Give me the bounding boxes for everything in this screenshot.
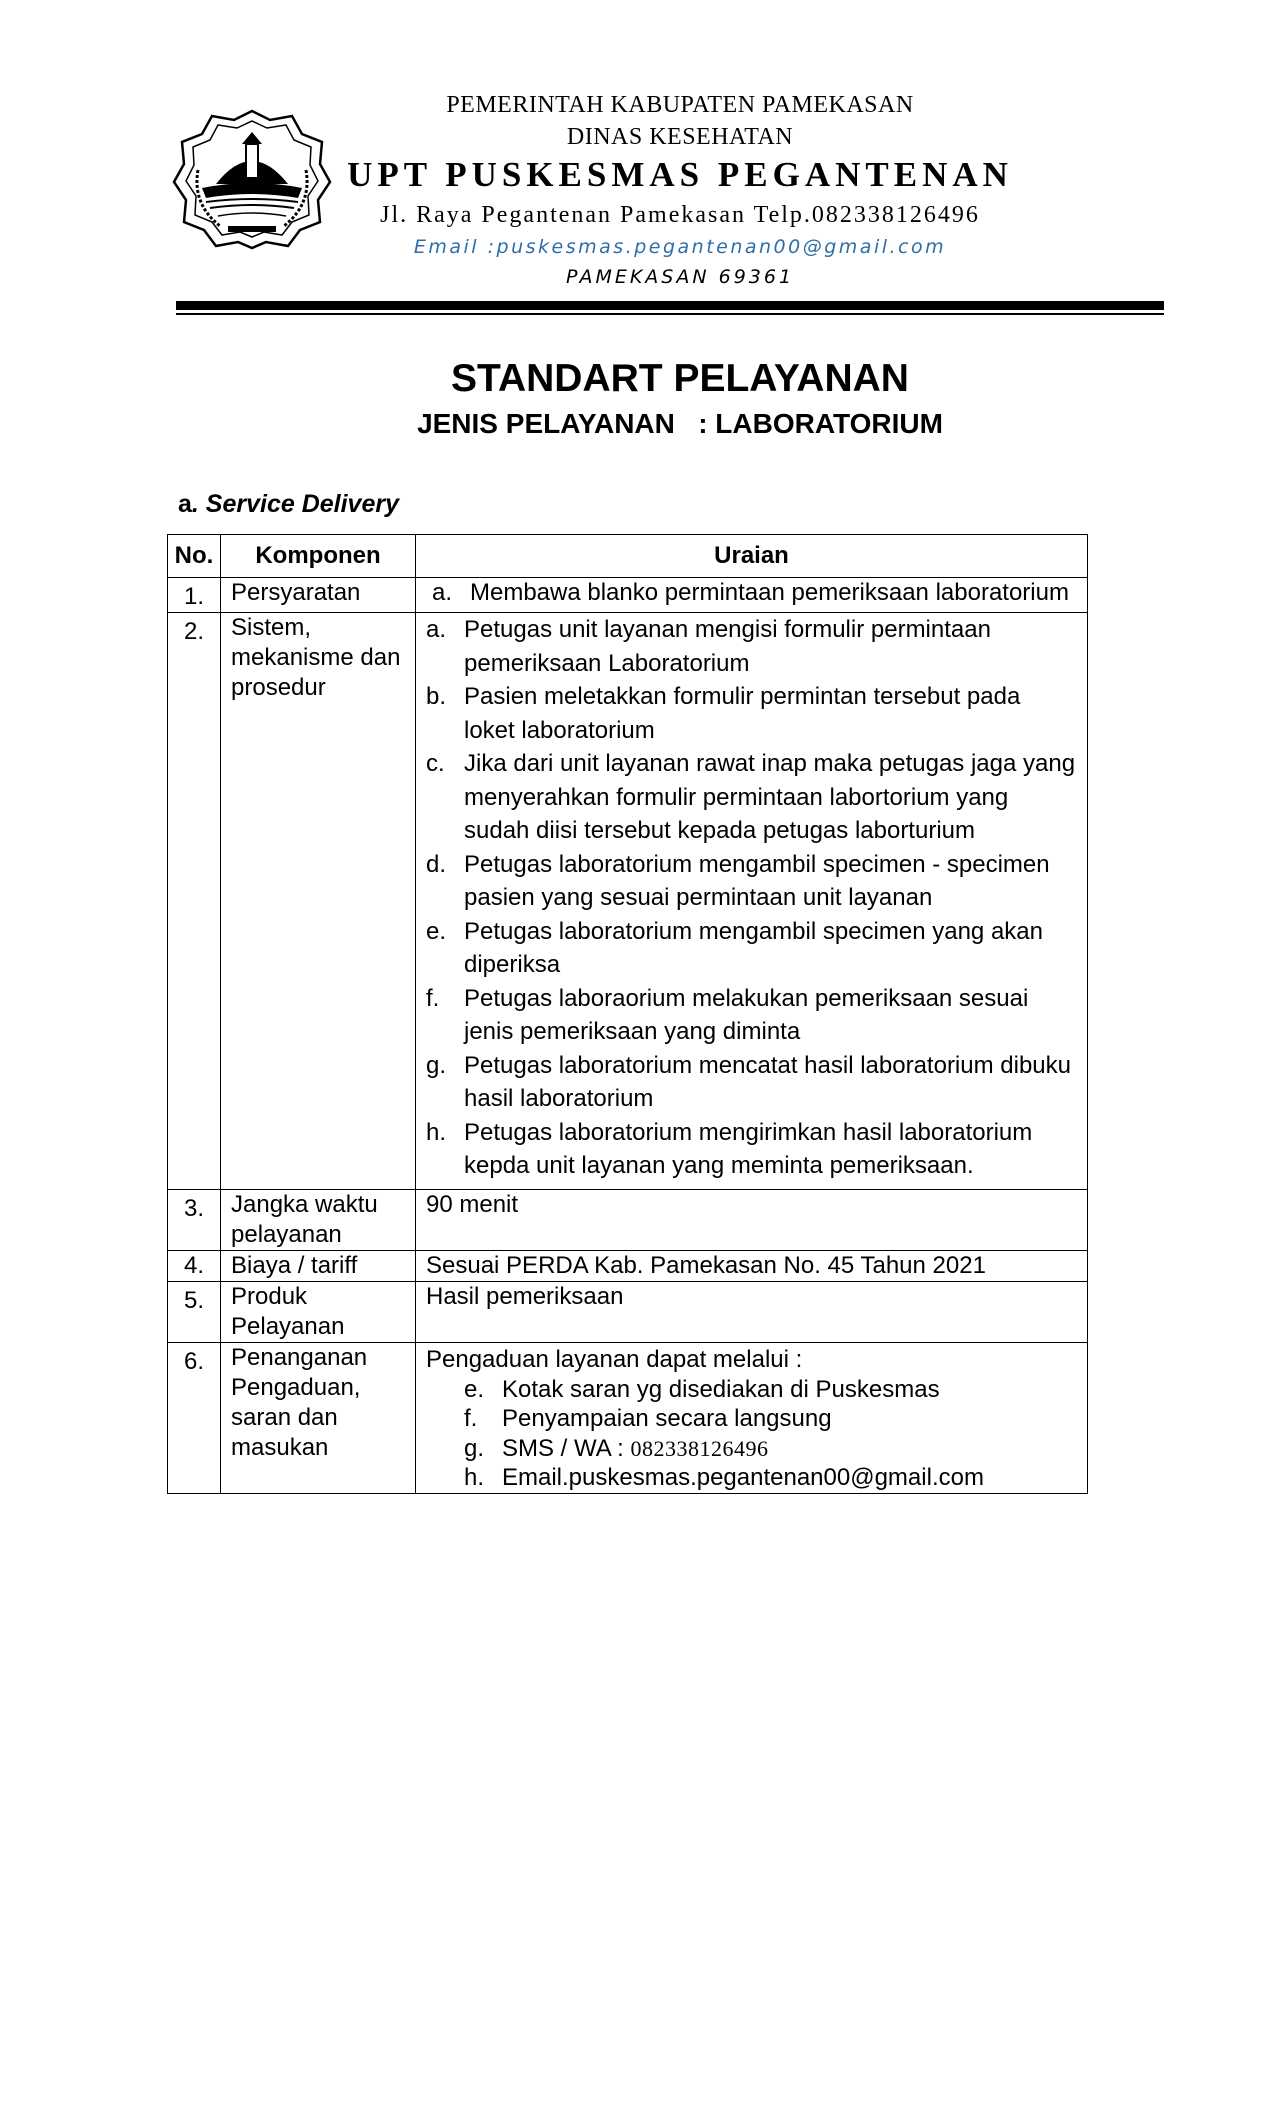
uraian-list [426, 613, 1077, 1183]
section-label [178, 489, 399, 519]
complaint-intro: Pengaduan layanan dapat melalui : [426, 1345, 803, 1373]
row-uraian: Hasil pemeriksaan [416, 1281, 1088, 1342]
letterhead-divider-thick [176, 301, 1164, 310]
list-text: Petugas laboratorium mencatat hasil laboratorium dibuku hasil laboratorium [464, 1051, 1071, 1112]
list-marker: e. [464, 1375, 485, 1403]
list-item [426, 1375, 1077, 1405]
table-row [168, 1189, 1088, 1250]
institution-title: UPT PUSKESMAS PEGANTENAN [347, 155, 1013, 194]
row-komponen: Jangka waktu pelayanan [221, 1189, 416, 1250]
list-text: Jika dari unit layanan rawat inap maka petugas jaga yang menyerahkan formulir permintaan labortorium yang sudah diisi tersebut kepada petugas laborturium [464, 750, 1076, 844]
list-marker: h. [426, 1118, 447, 1146]
document-subtitle: JENIS PELAYANAN : LABORATORIUM [417, 408, 943, 439]
list-text: Petugas unit layanan mengisi formulir permintaan pemeriksaan Laboratorium [464, 616, 991, 677]
institution-email: Email :puskesmas.pegantenan00@gmail.com [413, 236, 947, 258]
list-item [426, 915, 1077, 982]
list-marker: g. [426, 1051, 447, 1079]
section-title: . Service Delivery [191, 490, 399, 518]
row-uraian [416, 613, 1088, 1190]
header-no: No. [168, 535, 221, 578]
list-item [426, 982, 1077, 1049]
list-text: Kotak saran yg disediakan di Puskesmas [502, 1375, 940, 1403]
list-text: Membawa blanko permintaan pemeriksaan laboratorium [470, 579, 1069, 606]
list-item [426, 613, 1077, 680]
table-row [168, 1250, 1088, 1281]
list-marker: a. [426, 616, 447, 643]
institution-address: Jl. Raya Pegantenan Pamekasan Telp.082338126496 [380, 202, 980, 228]
row-no: 3. [168, 1189, 221, 1250]
row-no: 4. [168, 1250, 221, 1281]
list-text: Petugas laboratorium mengirimkan hasil laboratorium kepda unit layanan yang meminta pemeriksaan. [464, 1118, 1033, 1179]
institution-city: PAMEKASAN 69361 [565, 266, 795, 288]
list-item [426, 1463, 1077, 1493]
row-no: 2. [168, 613, 221, 1190]
list-item [426, 1404, 1077, 1434]
list-marker: h. [464, 1464, 485, 1491]
list-marker: a. [432, 579, 453, 606]
list-text: Petugas laboratorium mengambil specimen - specimen pasien yang sesuai permintaan unit layanan [464, 850, 1050, 911]
list-item [426, 848, 1077, 915]
row-uraian [416, 578, 1088, 613]
table-header-row [168, 535, 1088, 578]
document-title: STANDART PELAYANAN [451, 357, 909, 400]
row-no: 5. [168, 1281, 221, 1342]
list-marker: c. [426, 750, 445, 777]
list-marker: f. [464, 1405, 478, 1432]
uraian-list [426, 578, 1077, 608]
list-marker: f. [426, 984, 440, 1012]
table-row [168, 1281, 1088, 1342]
list-item [426, 1049, 1077, 1116]
service-standard-table [167, 534, 1088, 1494]
list-text: Penyampaian secara langsung [502, 1405, 832, 1432]
row-uraian: 90 menit [416, 1189, 1088, 1250]
row-komponen: Sistem, mekanisme dan prosedur [221, 613, 416, 1190]
list-item [426, 578, 1077, 608]
complaint-channel-list [426, 1375, 1077, 1493]
table-row [168, 1342, 1088, 1493]
row-komponen: Biaya / tariff [221, 1250, 416, 1281]
row-no: 1. [168, 578, 221, 613]
row-komponen: Produk Pelayanan [221, 1281, 416, 1342]
table-row [168, 613, 1088, 1190]
list-marker: g. [464, 1434, 485, 1462]
row-komponen: Penanganan Pengaduan, saran dan masukan [221, 1342, 416, 1493]
list-item [426, 747, 1077, 848]
list-marker: e. [426, 917, 447, 945]
sms-wa-number: 082338126496 [630, 1435, 769, 1461]
header-uraian: Uraian [416, 535, 1088, 578]
row-uraian: Sesuai PERDA Kab. Pamekasan No. 45 Tahun 2021 [416, 1250, 1088, 1281]
government-name: PEMERINTAH KABUPATEN PAMEKASAN [446, 92, 914, 118]
letterhead-text [330, 88, 1030, 292]
regency-seal-logo [172, 108, 332, 250]
table-row [168, 578, 1088, 613]
row-no: 6. [168, 1342, 221, 1493]
list-text: Pasien meletakkan formulir permintan tersebut pada loket laboratorium [464, 683, 1021, 744]
section-prefix: a [178, 490, 192, 518]
list-item [426, 1434, 1077, 1464]
letterhead [0, 0, 1276, 320]
list-text: SMS / WA : [502, 1434, 631, 1462]
header-komponen: Komponen [221, 535, 416, 578]
list-text: Email.puskesmas.pegantenan00@gmail.com [502, 1464, 984, 1491]
list-text: Petugas laboraorium melakukan pemeriksaan sesuai jenis pemeriksaan yang diminta [464, 984, 1029, 1045]
list-marker: d. [426, 850, 447, 878]
list-item [426, 1116, 1077, 1183]
list-text: Petugas laboratorium mengambil specimen yang akan diperiksa [464, 917, 1043, 978]
agency-name: DINAS KESEHATAN [566, 124, 794, 150]
row-komponen: Persyaratan [221, 578, 416, 613]
list-marker: b. [426, 683, 447, 710]
list-item [426, 680, 1077, 747]
letterhead-divider-thin [176, 313, 1164, 315]
row-uraian [416, 1342, 1088, 1493]
